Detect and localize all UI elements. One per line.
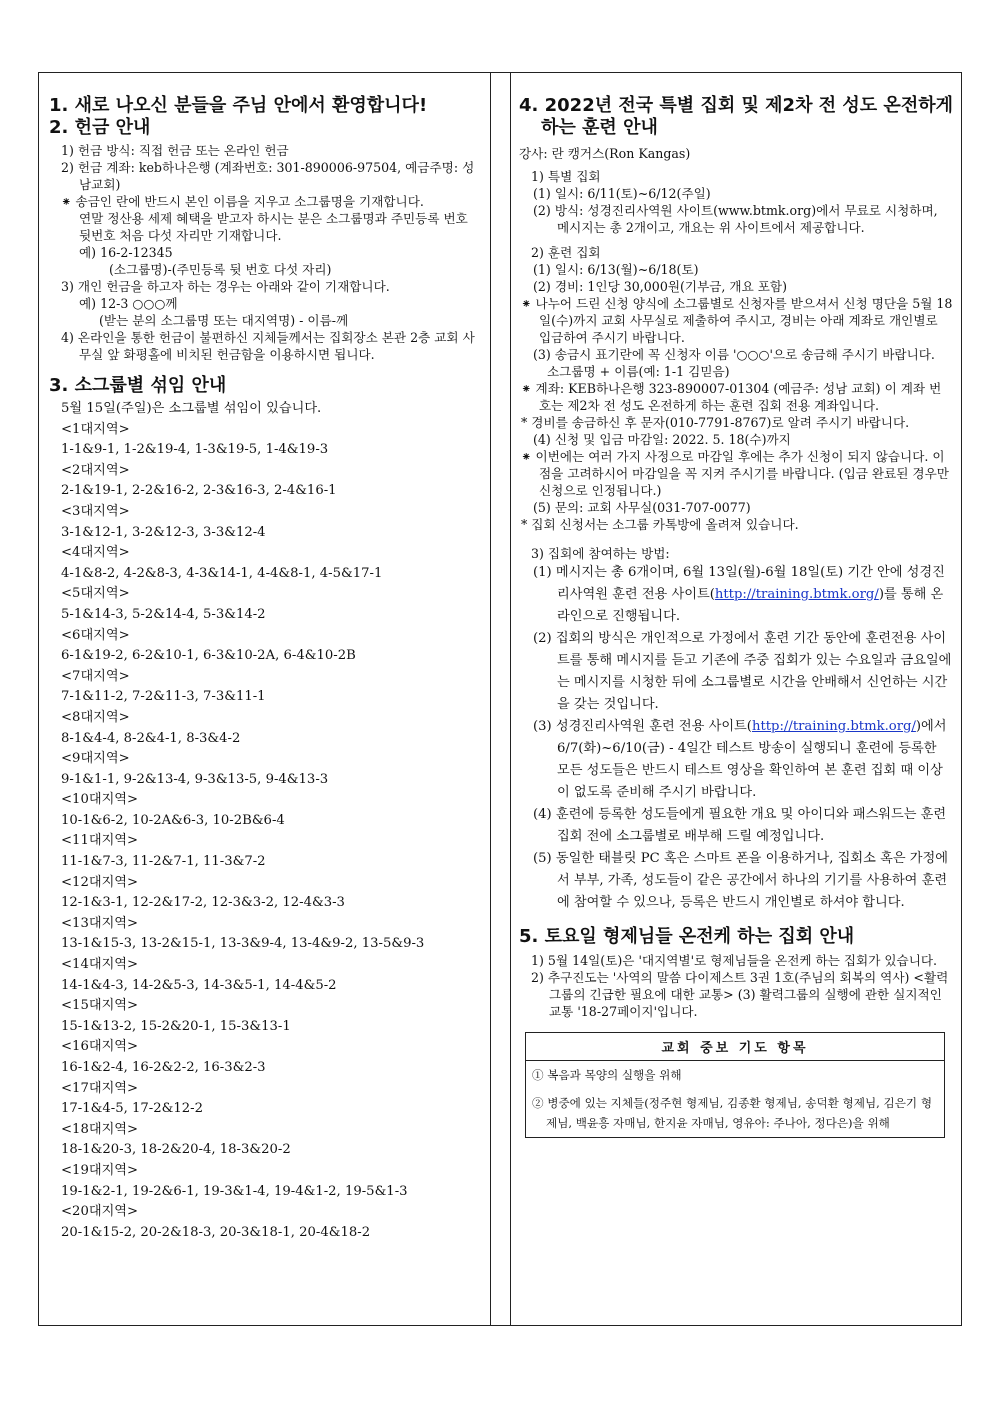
region-groups: 13-1&15-3, 13-2&15-1, 13-3&9-4, 13-4&9-2, 13-5&9-3	[61, 936, 425, 952]
prayer-item: ② 병중에 있는 지체들(정주현 형제님, 김종환 형제님, 송덕환 형제님, 김은기 형제님, 백윤흥 자매님, 한지윤 자매님, 영유아: 주나아, 정다은)을 위해	[532, 1096, 933, 1130]
training-account: ⁕ 계좌: KEB하나은행 323-890007-01304 (예금주: 성남 교회) 이 계좌 번호는 제2차 전 성도 온전하게 하는 훈련 집회 전용 계좌입니다.	[521, 381, 942, 413]
region-groups: 15-1&13-2, 15-2&20-1, 15-3&13-1	[61, 1018, 291, 1034]
region-groups: 19-1&2-1, 19-2&6-1, 19-3&1-4, 19-4&1-2, 19-5&1-3	[61, 1183, 408, 1199]
region-name: <17대지역>	[61, 1080, 139, 1096]
region-groups: 4-1&8-2, 4-2&8-3, 4-3&14-1, 4-4&8-1, 4-5&17-1	[61, 565, 383, 581]
training-deadline: (4) 신청 및 입금 마감일: 2022. 5. 18(수)까지	[533, 432, 791, 447]
region-name: <14대지역>	[61, 957, 139, 973]
training-sms-note: * 경비를 송금하신 후 문자(010-7791-8767)로 알려 주시기 바랍니다.	[521, 415, 910, 430]
personal-example: 예) 12-3 ○○○께	[79, 296, 178, 311]
right-column	[511, 73, 963, 1325]
section-5-title: 5. 토요일 형제님들 온전케 하는 집회 안내	[519, 926, 855, 947]
section-4-title-2: 하는 훈련 안내	[541, 117, 658, 138]
region-groups: 5-1&14-3, 5-2&14-4, 5-3&14-2	[61, 606, 266, 622]
tax-example-desc: (소그룹명)-(주민등록 뒷 번호 다섯 자리)	[109, 262, 332, 277]
region-groups: 18-1&20-3, 18-2&20-4, 18-3&20-2	[61, 1142, 291, 1158]
region-name: <18대지역>	[61, 1121, 139, 1137]
saturday-content: 2) 추구진도는 '사역의 말씀 다이제스트 3권 1호(주님의 회복의 역사) <활력그룹의 긴급한 필요에 대한 교통> (3) 활력그룹의 실행에 관한 실지적인 교통 '18-27페이지'입니다.	[531, 970, 949, 1019]
region-name: <20대지역>	[61, 1204, 139, 1220]
region-name: <2대지역>	[61, 462, 130, 478]
prayer-item: ① 복음과 목양의 실행을 위해	[532, 1068, 682, 1082]
region-name: <10대지역>	[61, 792, 139, 808]
region-name: <3대지역>	[61, 503, 130, 519]
region-name: <12대지역>	[61, 874, 139, 890]
tax-example: 예) 16-2-12345	[79, 245, 173, 260]
training-remit: (3) 송금시 표기란에 꼭 신청자 이름 '○○○'으로 송금해 주시기 바랍니다.	[533, 347, 935, 362]
region-groups: 8-1&4-4, 8-2&4-1, 8-3&4-2	[61, 730, 241, 746]
region-list	[49, 420, 481, 1244]
join-head: 3) 집회에 참여하는 방법:	[531, 546, 670, 561]
training-site-link[interactable]: http://training.btmk.org/	[751, 719, 916, 734]
bulletin-frame	[38, 72, 962, 1326]
left-column	[39, 73, 491, 1325]
region-groups: 10-1&6-2, 10-2A&6-3, 10-2B&6-4	[61, 812, 285, 828]
personal-offering: 3) 개인 헌금을 하고자 하는 경우는 아래와 같이 기재합니다.	[61, 279, 390, 294]
region-groups: 11-1&7-3, 11-2&7-1, 11-3&7-2	[61, 854, 266, 870]
region-groups: 14-1&4-3, 14-2&5-3, 14-3&5-1, 14-4&5-2	[61, 977, 337, 993]
region-groups: 12-1&3-1, 12-2&17-2, 12-3&3-2, 12-4&3-3	[61, 895, 345, 911]
region-groups: 1-1&9-1, 1-2&19-4, 1-3&19-5, 1-4&19-3	[61, 442, 329, 458]
region-name: <7대지역>	[61, 668, 130, 684]
offering-note: ⁕ 송금인 란에 반드시 본인 이름을 지우고 소그룹명을 기재합니다.	[61, 194, 424, 209]
section-2-title: 2. 헌금 안내	[49, 117, 151, 138]
training-head: 2) 훈련 집회	[531, 245, 601, 260]
offering-box-note: 4) 온라인을 통한 헌금이 불편하신 지체들께서는 집회장소 본관 2층 교회 사무실 앞 화평홀에 비치된 헌금함을 이용하시면 됩니다.	[61, 330, 475, 362]
mixing-intro: 5월 15일(주일)은 소그룹별 섞임이 있습니다.	[61, 401, 322, 416]
section-1-title: 1. 새로 나오신 분들을 주님 안에서 환영합니다!	[49, 95, 428, 116]
training-signup-note: ⁕ 나누어 드린 신청 양식에 소그룹별로 신청자를 받으셔서 신청 명단을 5월 18일(수)까지 교회 사무실로 제출하여 주시고, 경비는 아래 계좌로 개인별로 입금하여 주시기 바랍니다.	[521, 296, 953, 345]
region-name: <15대지역>	[61, 998, 139, 1014]
region-name: <13대지역>	[61, 915, 139, 931]
region-name: <11대지역>	[61, 833, 139, 849]
join-item-3: (3) 성경진리사역원 훈련 전용 사이트(http://training.btmk.org/)에서 6/7(화)~6/10(금) - 4일간 테스트 방송이 실행되니 훈련에 등록한 모든 성도들은 반드시 테스트 영상을 확인하여 본 훈련 집회 때 이상이 없도록 준비해 주시기 바랍니다.	[533, 719, 947, 800]
offering-method: 1) 헌금 방식: 직접 헌금 또는 온라인 헌금	[61, 143, 289, 158]
training-date: (1) 일시: 6/13(월)~6/18(토)	[533, 262, 699, 277]
training-form-note: * 집회 신청서는 소그룹 카톡방에 올려져 있습니다.	[521, 517, 799, 532]
offering-account: 2) 헌금 계좌: keb하나은행 (계좌번호: 301-890006-97504, 예금주명: 성남교회)	[61, 160, 475, 192]
join-item-4: (4) 훈련에 등록한 성도들에게 필요한 개요 및 아이디와 패스워드는 훈련 집회 전에 소그룹별로 배부해 드릴 예정입니다.	[533, 807, 947, 844]
prayer-title: 교회 중보 기도 항목	[526, 1033, 944, 1061]
region-groups: 17-1&4-5, 17-2&12-2	[61, 1101, 203, 1117]
training-cost: (2) 경비: 1인당 30,000원(기부금, 개요 포함)	[533, 279, 787, 294]
join-item-2: (2) 집회의 방식은 개인적으로 가정에서 훈련 기간 동안에 훈련전용 사이트를 통해 메시지를 듣고 기존에 주중 집회가 있는 수요일과 금요일에는 메시지를 시청한 뒤에 소그룹별로 시간을 안배해서 신언하는 시간을 갖는 것입니다.	[533, 631, 952, 712]
region-groups: 6-1&19-2, 6-2&10-1, 6-3&10-2A, 6-4&10-2B	[61, 648, 356, 664]
region-groups: 9-1&1-1, 9-2&13-4, 9-3&13-5, 9-4&13-3	[61, 771, 329, 787]
personal-example-desc: (받는 분의 소그룹명 또는 대지역명) - 이름-께	[99, 313, 349, 328]
region-name: <9대지역>	[61, 751, 130, 767]
speaker: 강사: 란 캥거스(Ron Kangas)	[519, 146, 691, 161]
region-groups: 20-1&15-2, 20-2&18-3, 20-3&18-1, 20-4&18-2	[61, 1224, 371, 1240]
tax-note: 연말 정산용 세제 혜택을 받고자 하시는 분은 소그룹명과 주민등록 번호 뒷번호 처음 다섯 자리만 기재합니다.	[79, 211, 468, 243]
section-4-title: 4. 2022년 전국 특별 집회 및 제2차 전 성도 온전하게	[519, 95, 953, 116]
special-method: (2) 방식: 성경진리사역원 사이트(www.btmk.org)에서 무료로 시청하며, 메시지는 총 2개이고, 개요는 위 사이트에서 제공합니다.	[533, 203, 938, 235]
training-contact: (5) 문의: 교회 사무실(031-707-0077)	[533, 500, 751, 515]
special-meeting-head: 1) 특별 집회	[531, 169, 601, 184]
region-name: <5대지역>	[61, 586, 130, 602]
region-name: <8대지역>	[61, 709, 130, 725]
region-name: <16대지역>	[61, 1039, 139, 1055]
prayer-box	[525, 1032, 945, 1138]
region-groups: 2-1&19-1, 2-2&16-2, 2-3&16-3, 2-4&16-1	[61, 483, 337, 499]
training-site-link[interactable]: http://training.btmk.org/	[714, 587, 879, 602]
saturday-date: 1) 5월 14일(토)은 '대지역별'로 형제님들을 온전케 하는 집회가 있습니다.	[531, 953, 938, 968]
region-name: <6대지역>	[61, 627, 130, 643]
region-groups: 16-1&2-4, 16-2&2-2, 16-3&2-3	[61, 1060, 266, 1075]
region-groups: 7-1&11-2, 7-2&11-3, 7-3&11-1	[61, 689, 266, 705]
region-groups: 3-1&12-1, 3-2&12-3, 3-3&12-4	[61, 524, 266, 540]
training-deadline-note: ⁕ 이번에는 여러 가지 사정으로 마감일 후에는 추가 신청이 되지 않습니다. 이점을 고려하시어 마감일을 꼭 지켜 주시기를 바랍니다. (입금 완료된 경우만 신청으로 인정됩니다.)	[521, 449, 949, 498]
join-item-1: (1) 메시지는 총 6개이며, 6월 13일(월)-6월 18일(토) 기간 안에 성경진리사역원 훈련 전용 사이트(http://training.btmk.org/)를 통해 온라인으로 진행됩니다.	[533, 565, 945, 624]
section-3-title: 3. 소그룹별 섞임 안내	[49, 375, 227, 396]
special-date: (1) 일시: 6/11(토)~6/12(주일)	[533, 186, 711, 201]
region-name: <19대지역>	[61, 1162, 139, 1178]
training-remit-example: 소그룹명 + 이름(예: 1-1 김믿음)	[547, 364, 730, 379]
region-name: <1대지역>	[61, 421, 130, 437]
join-item-5: (5) 동일한 태블릿 PC 혹은 스마트 폰을 이용하거나, 집회소 혹은 가정에서 부부, 가족, 성도들이 같은 공간에서 하나의 기기를 사용하여 훈련에 참여할 수 있으나, 등록은 반드시 개인별로 하셔야 합니다.	[533, 851, 948, 910]
region-name: <4대지역>	[61, 545, 130, 561]
